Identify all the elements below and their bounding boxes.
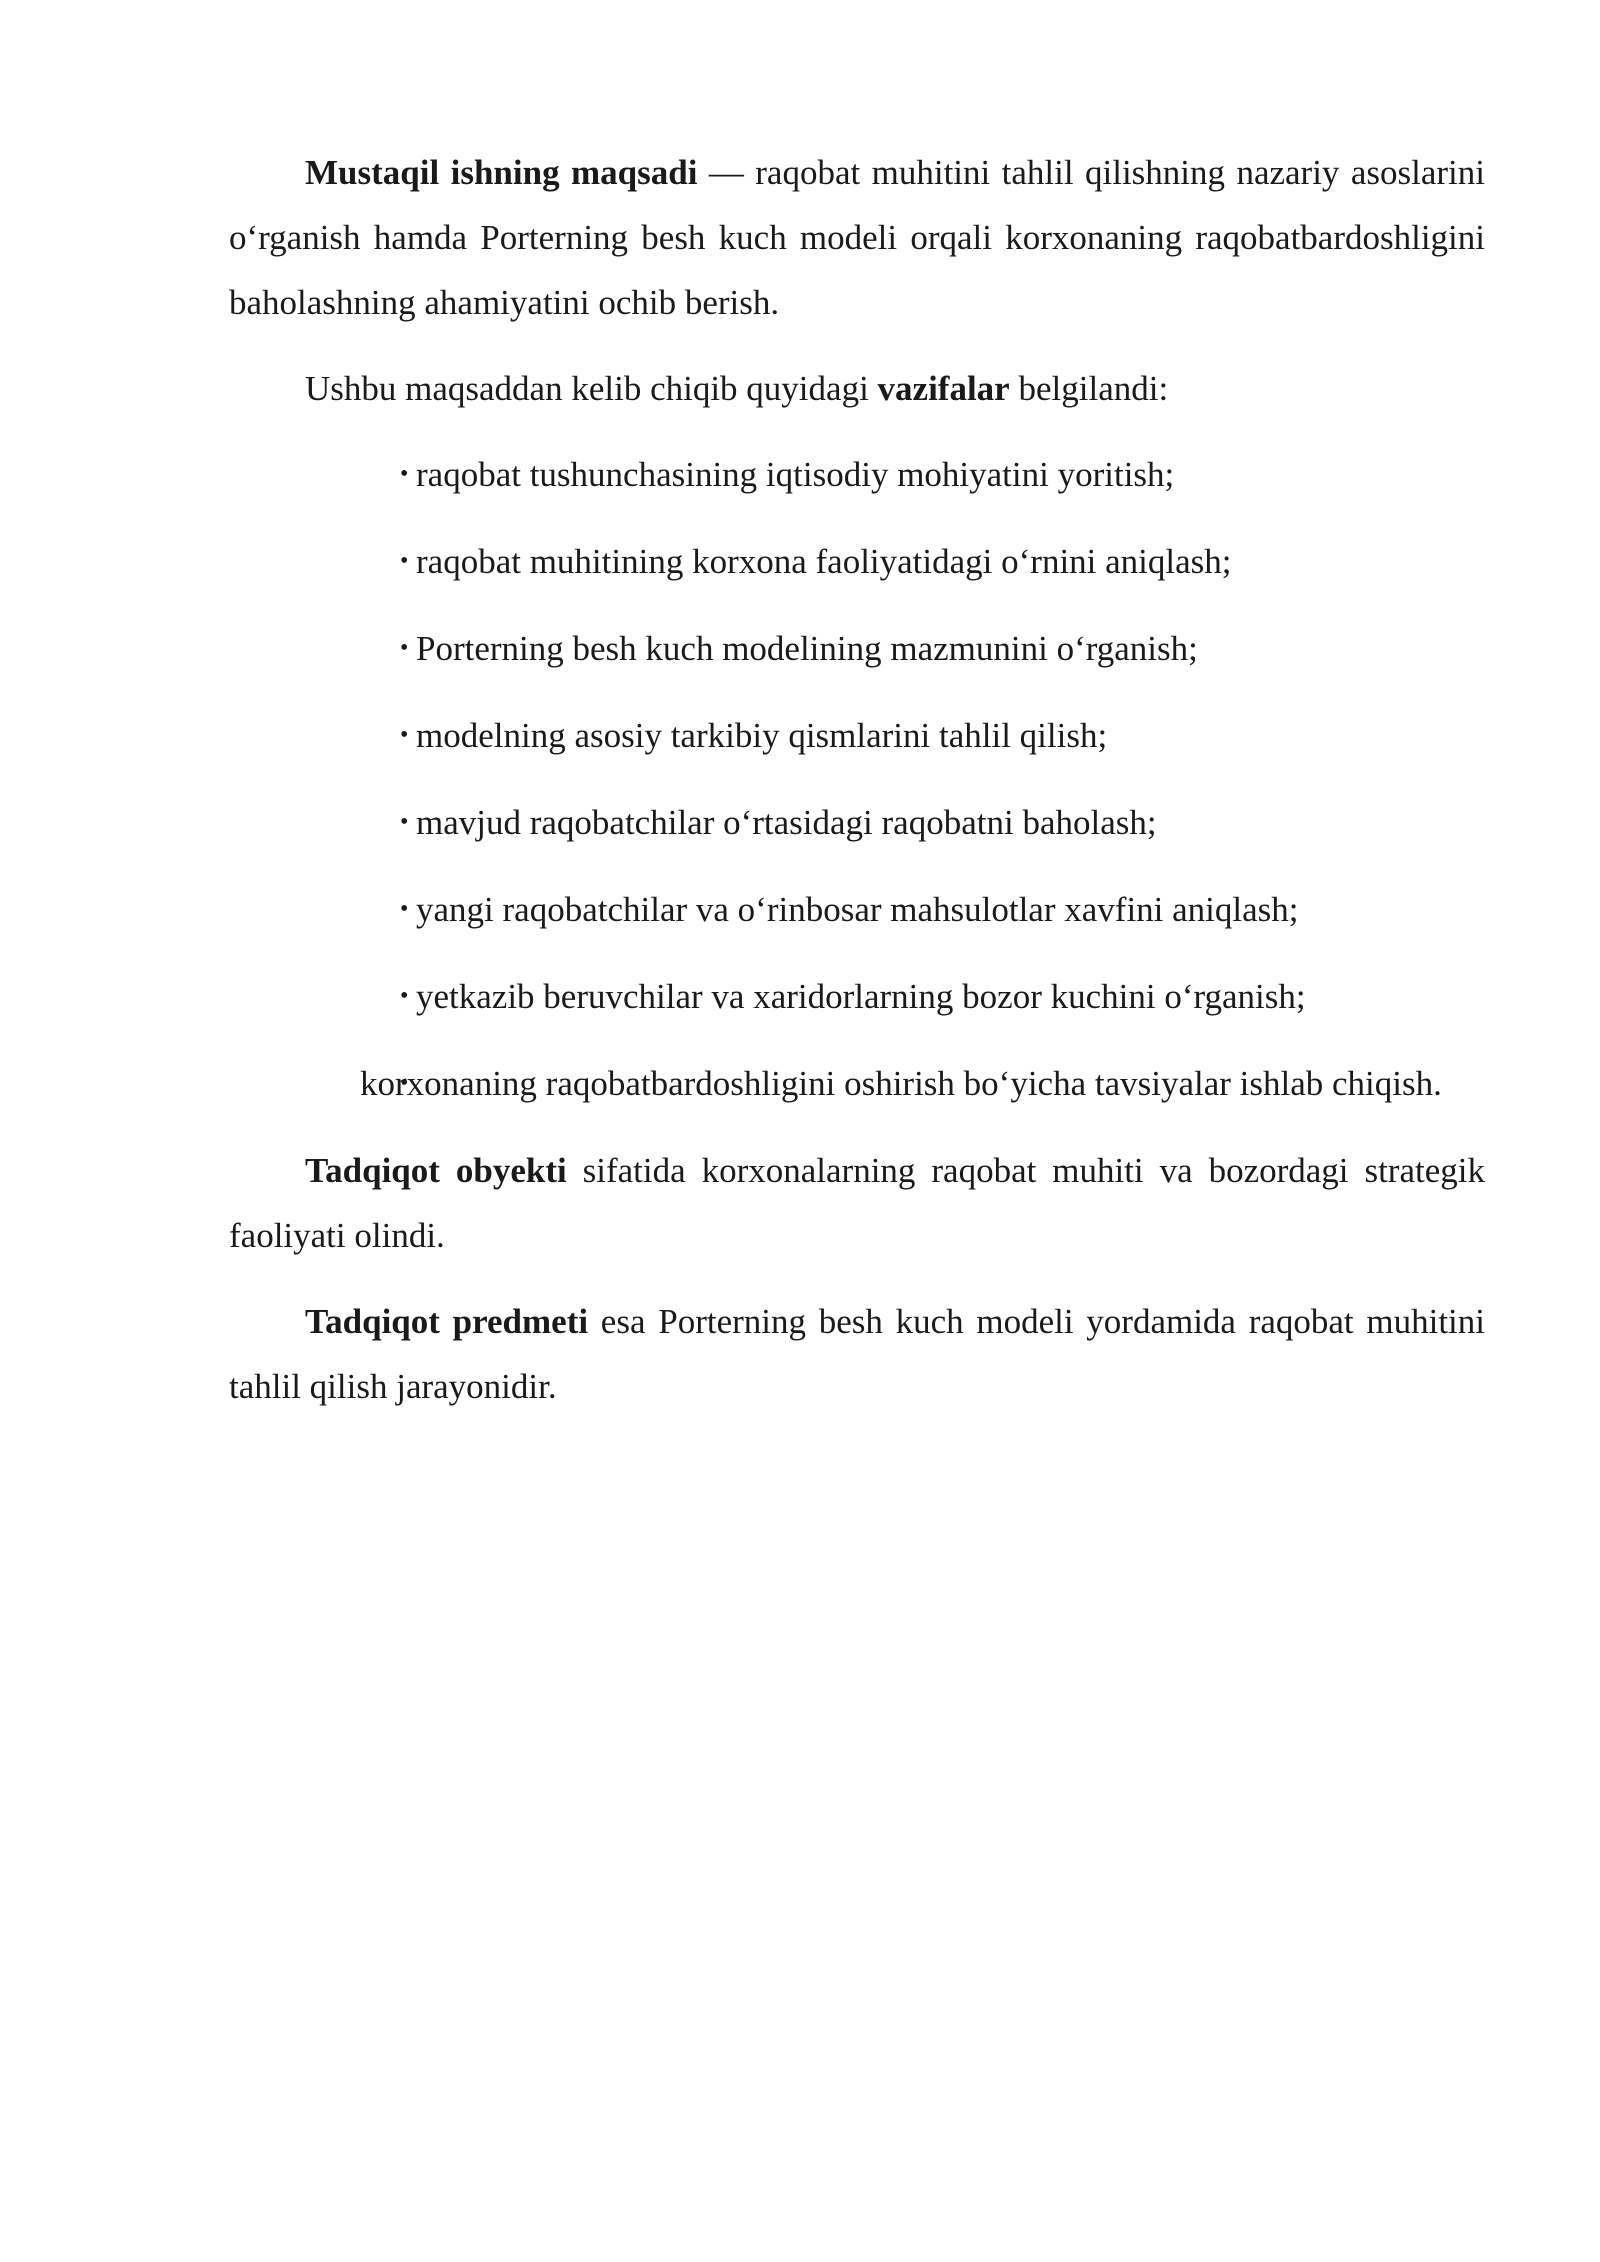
task-text: • raqobat muhitining korxona faoliyatidagi o‘rnini aniqlash; [416, 542, 1232, 581]
goal-text: — raqobat muhitini tahlil qilishning nazariy asoslarini o‘rganish hamda Porterning besh kuch modeli orqali korxonaning raqobatbardoshligini baholashning ahamiyatini ochib berish. [229, 153, 1485, 322]
object-paragraph [229, 1138, 1485, 1268]
task-text: • yetkazib beruvchilar va xaridorlarning bozor kuchini o‘rganish; [416, 977, 1306, 1016]
tasks-intro-bold: vazifalar [877, 369, 1010, 408]
task-text: • Porterning besh kuch modelining mazmunini o‘rganish; [416, 629, 1198, 668]
task-text: • korxonaning raqobatbardoshligini oshirish bo‘yicha tavsiyalar ishlab chiqish. [360, 1064, 1442, 1103]
task-text: • yangi raqobatchilar va o‘rinbosar mahsulotlar xavfini aniqlash; [416, 890, 1299, 929]
list-item [229, 877, 1485, 942]
task-text: • modelning asosiy tarkibiy qismlarini tahlil qilish; [416, 716, 1108, 755]
list-item [229, 703, 1485, 768]
task-text: • raqobat tushunchasining iqtisodiy mohiyatini yoritish; [416, 455, 1175, 494]
tasks-intro-before: Ushbu maqsaddan kelib chiqib quyidagi [305, 369, 878, 408]
subject-heading: Tadqiqot predmeti [305, 1302, 589, 1341]
subject-text: esa Porterning besh kuch modeli yordamida raqobat muhitini tahlil qilish jarayonidir. [229, 1302, 1485, 1406]
goal-paragraph [229, 140, 1485, 335]
list-item [229, 616, 1485, 681]
document-page [229, 140, 1485, 1440]
task-list [229, 442, 1485, 1116]
object-heading: Tadqiqot obyekti [305, 1151, 567, 1190]
list-item [229, 964, 1485, 1029]
list-item [229, 790, 1485, 855]
list-item [153, 1051, 1485, 1116]
object-text: sifatida korxonalarning raqobat muhiti va bozordagi strategik faoliyati olindi. [229, 1151, 1485, 1255]
tasks-intro-after: belgilandi: [1009, 369, 1169, 408]
list-item [229, 442, 1485, 507]
list-item [229, 529, 1485, 594]
subject-paragraph [229, 1289, 1485, 1419]
goal-heading: Mustaqil ishning maqsadi [305, 153, 698, 192]
task-text: • mavjud raqobatchilar o‘rtasidagi raqobatni baholash; [416, 803, 1157, 842]
tasks-intro-paragraph [229, 356, 1485, 421]
